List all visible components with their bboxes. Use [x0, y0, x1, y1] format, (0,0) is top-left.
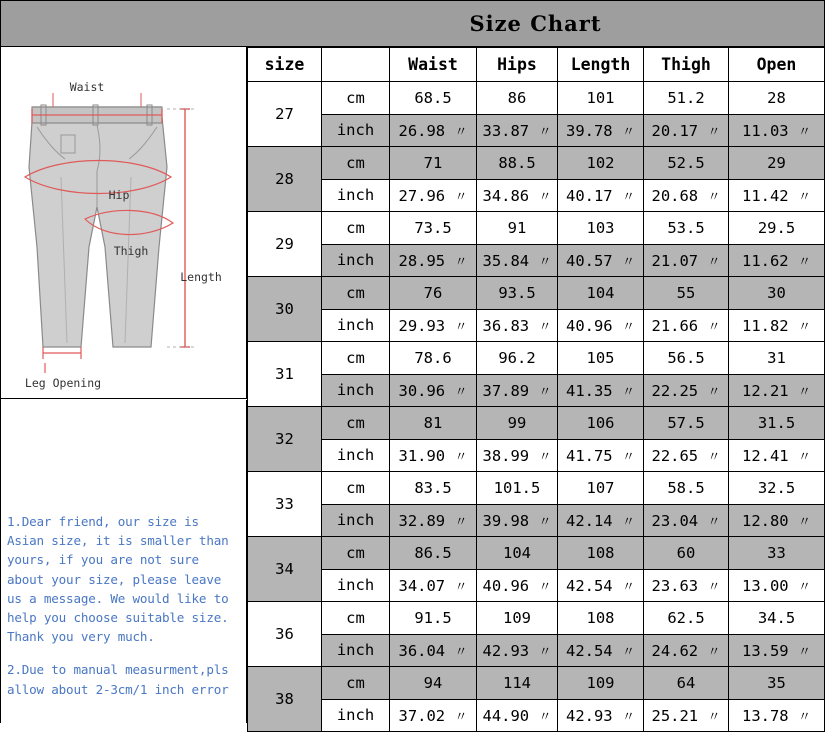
- inch-symbol: 〃: [538, 644, 552, 660]
- unit-cell-cm: cm: [322, 407, 390, 440]
- value-cell: 21.66 〃: [644, 309, 729, 342]
- value-cell: 32.5: [729, 472, 825, 505]
- label-leg-opening: Leg Opening: [24, 376, 102, 390]
- size-cell: 28: [248, 147, 322, 212]
- table-row: [248, 472, 825, 505]
- value-cell: 51.2: [644, 82, 729, 115]
- table-row: [248, 212, 825, 245]
- value-cell: 101.5: [477, 472, 558, 505]
- inch-symbol: 〃: [707, 449, 721, 465]
- header-length: Length: [558, 48, 644, 82]
- header-hips: Hips: [477, 48, 558, 82]
- value-cell: 33.87 〃: [477, 114, 558, 147]
- title-bar: [1, 1, 824, 47]
- value-cell: 52.5: [644, 147, 729, 180]
- inch-symbol: 〃: [454, 124, 468, 140]
- value-cell: 23.04 〃: [644, 504, 729, 537]
- value-cell: 42.93 〃: [477, 634, 558, 667]
- value-cell: 36.04 〃: [390, 634, 477, 667]
- left-column: [1, 47, 247, 723]
- inch-symbol: 〃: [621, 124, 635, 140]
- header-waist: Waist: [390, 48, 477, 82]
- value-cell: 11.42 〃: [729, 179, 825, 212]
- size-table-body: [248, 82, 825, 732]
- table-row: [248, 504, 825, 537]
- inch-symbol: 〃: [707, 319, 721, 335]
- value-cell: 42.14 〃: [558, 504, 644, 537]
- value-cell: 13.59 〃: [729, 634, 825, 667]
- value-cell: 25.21 〃: [644, 699, 729, 732]
- value-cell: 21.07 〃: [644, 244, 729, 277]
- size-cell: 38: [248, 667, 322, 732]
- size-cell: 34: [248, 537, 322, 602]
- table-row: [248, 439, 825, 472]
- value-cell: 107: [558, 472, 644, 505]
- value-cell: 29: [729, 147, 825, 180]
- table-row: [248, 602, 825, 635]
- inch-symbol: 〃: [454, 384, 468, 400]
- inch-symbol: 〃: [707, 709, 721, 725]
- unit-cell-cm: cm: [322, 147, 390, 180]
- inch-symbol: 〃: [707, 514, 721, 530]
- value-cell: 73.5: [390, 212, 477, 245]
- unit-cell-cm: cm: [322, 537, 390, 570]
- notes-text: [7, 512, 243, 699]
- value-cell: 38.99 〃: [477, 439, 558, 472]
- value-cell: 27.96 〃: [390, 179, 477, 212]
- value-cell: 40.17 〃: [558, 179, 644, 212]
- value-cell: 60: [644, 537, 729, 570]
- value-cell: 13.00 〃: [729, 569, 825, 602]
- inch-symbol: 〃: [797, 384, 811, 400]
- note-2: 2.Due to manual measurment,pls allow about 2-3cm/1 inch error: [7, 662, 229, 697]
- page-title: Size Chart: [469, 11, 602, 36]
- inch-symbol: 〃: [621, 189, 635, 205]
- label-thigh: Thigh: [113, 244, 149, 258]
- value-cell: 39.98 〃: [477, 504, 558, 537]
- size-cell: 27: [248, 82, 322, 147]
- value-cell: 37.89 〃: [477, 374, 558, 407]
- inch-symbol: 〃: [538, 319, 552, 335]
- value-cell: 22.65 〃: [644, 439, 729, 472]
- value-cell: 35: [729, 667, 825, 700]
- value-cell: 12.41 〃: [729, 439, 825, 472]
- inch-symbol: 〃: [621, 449, 635, 465]
- inch-symbol: 〃: [621, 709, 635, 725]
- inch-symbol: 〃: [797, 449, 811, 465]
- value-cell: 104: [558, 277, 644, 310]
- value-cell: 56.5: [644, 342, 729, 375]
- value-cell: 109: [558, 667, 644, 700]
- value-cell: 40.96 〃: [558, 309, 644, 342]
- label-waist: Waist: [69, 80, 105, 94]
- unit-cell-inch: inch: [322, 374, 390, 407]
- value-cell: 30.96 〃: [390, 374, 477, 407]
- inch-symbol: 〃: [797, 709, 811, 725]
- inch-symbol: 〃: [538, 514, 552, 530]
- pants-measurement-diagram: [1, 47, 247, 399]
- value-cell: 28.95 〃: [390, 244, 477, 277]
- table-header-row: [248, 48, 825, 82]
- unit-cell-cm: cm: [322, 277, 390, 310]
- value-cell: 99: [477, 407, 558, 440]
- value-cell: 35.84 〃: [477, 244, 558, 277]
- value-cell: 58.5: [644, 472, 729, 505]
- value-cell: 94: [390, 667, 477, 700]
- inch-symbol: 〃: [454, 254, 468, 270]
- value-cell: 30: [729, 277, 825, 310]
- value-cell: 42.54 〃: [558, 634, 644, 667]
- unit-cell-inch: inch: [322, 179, 390, 212]
- value-cell: 68.5: [390, 82, 477, 115]
- value-cell: 114: [477, 667, 558, 700]
- value-cell: 20.68 〃: [644, 179, 729, 212]
- unit-cell-cm: cm: [322, 82, 390, 115]
- value-cell: 96.2: [477, 342, 558, 375]
- inch-symbol: 〃: [621, 254, 635, 270]
- label-hip: Hip: [108, 188, 130, 202]
- value-cell: 34.07 〃: [390, 569, 477, 602]
- value-cell: 81: [390, 407, 477, 440]
- unit-cell-inch: inch: [322, 569, 390, 602]
- value-cell: 105: [558, 342, 644, 375]
- inch-symbol: 〃: [621, 644, 635, 660]
- value-cell: 42.93 〃: [558, 699, 644, 732]
- size-cell: 29: [248, 212, 322, 277]
- inch-symbol: 〃: [538, 449, 552, 465]
- value-cell: 76: [390, 277, 477, 310]
- table-row: [248, 244, 825, 277]
- value-cell: 78.6: [390, 342, 477, 375]
- value-cell: 109: [477, 602, 558, 635]
- value-cell: 20.17 〃: [644, 114, 729, 147]
- inch-symbol: 〃: [797, 124, 811, 140]
- inch-symbol: 〃: [454, 514, 468, 530]
- inch-symbol: 〃: [797, 514, 811, 530]
- value-cell: 22.25 〃: [644, 374, 729, 407]
- value-cell: 71: [390, 147, 477, 180]
- size-table: [247, 47, 825, 732]
- table-row: [248, 407, 825, 440]
- value-cell: 106: [558, 407, 644, 440]
- value-cell: 64: [644, 667, 729, 700]
- table-row: [248, 667, 825, 700]
- note-1: 1.Dear friend, our size is Asian size, it is smaller than yours, if you are not sure about your size, please leave us a message. We would like to help you choose suitable size. Thank you very much.: [7, 514, 229, 645]
- value-cell: 44.90 〃: [477, 699, 558, 732]
- value-cell: 40.96 〃: [477, 569, 558, 602]
- table-row: [248, 342, 825, 375]
- unit-cell-cm: cm: [322, 602, 390, 635]
- value-cell: 55: [644, 277, 729, 310]
- value-cell: 88.5: [477, 147, 558, 180]
- value-cell: 102: [558, 147, 644, 180]
- inch-symbol: 〃: [538, 254, 552, 270]
- table-row: [248, 537, 825, 570]
- value-cell: 83.5: [390, 472, 477, 505]
- table-row: [248, 309, 825, 342]
- value-cell: 12.21 〃: [729, 374, 825, 407]
- value-cell: 104: [477, 537, 558, 570]
- header-open: Open: [729, 48, 825, 82]
- inch-symbol: 〃: [454, 644, 468, 660]
- inch-symbol: 〃: [538, 189, 552, 205]
- unit-cell-inch: inch: [322, 504, 390, 537]
- unit-cell-cm: cm: [322, 342, 390, 375]
- inch-symbol: 〃: [538, 124, 552, 140]
- size-cell: 30: [248, 277, 322, 342]
- value-cell: 34.86 〃: [477, 179, 558, 212]
- table-row: [248, 114, 825, 147]
- inch-symbol: 〃: [707, 254, 721, 270]
- inch-symbol: 〃: [797, 319, 811, 335]
- value-cell: 13.78 〃: [729, 699, 825, 732]
- unit-cell-cm: cm: [322, 212, 390, 245]
- unit-cell-inch: inch: [322, 634, 390, 667]
- table-row: [248, 82, 825, 115]
- value-cell: 86: [477, 82, 558, 115]
- size-table-wrap: [247, 47, 824, 723]
- value-cell: 26.98 〃: [390, 114, 477, 147]
- table-row: [248, 374, 825, 407]
- value-cell: 23.63 〃: [644, 569, 729, 602]
- table-row: [248, 634, 825, 667]
- inch-symbol: 〃: [621, 384, 635, 400]
- table-row: [248, 179, 825, 212]
- value-cell: 36.83 〃: [477, 309, 558, 342]
- inch-symbol: 〃: [454, 709, 468, 725]
- inch-symbol: 〃: [707, 124, 721, 140]
- unit-cell-inch: inch: [322, 439, 390, 472]
- header-thigh: Thigh: [644, 48, 729, 82]
- header-unit: [322, 48, 390, 82]
- inch-symbol: 〃: [797, 579, 811, 595]
- value-cell: 57.5: [644, 407, 729, 440]
- size-cell: 36: [248, 602, 322, 667]
- value-cell: 11.82 〃: [729, 309, 825, 342]
- inch-symbol: 〃: [454, 579, 468, 595]
- inch-symbol: 〃: [707, 384, 721, 400]
- inch-symbol: 〃: [797, 189, 811, 205]
- inch-symbol: 〃: [538, 579, 552, 595]
- value-cell: 31.5: [729, 407, 825, 440]
- value-cell: 29.93 〃: [390, 309, 477, 342]
- value-cell: 28: [729, 82, 825, 115]
- value-cell: 31: [729, 342, 825, 375]
- value-cell: 93.5: [477, 277, 558, 310]
- inch-symbol: 〃: [707, 189, 721, 205]
- table-row: [248, 277, 825, 310]
- value-cell: 41.75 〃: [558, 439, 644, 472]
- header-size: size: [248, 48, 322, 82]
- inch-symbol: 〃: [621, 579, 635, 595]
- unit-cell-cm: cm: [322, 472, 390, 505]
- value-cell: 101: [558, 82, 644, 115]
- unit-cell-inch: inch: [322, 699, 390, 732]
- value-cell: 53.5: [644, 212, 729, 245]
- table-row: [248, 147, 825, 180]
- pants-diagram-svg: [1, 47, 247, 399]
- inch-symbol: 〃: [454, 319, 468, 335]
- inch-symbol: 〃: [621, 514, 635, 530]
- inch-symbol: 〃: [454, 189, 468, 205]
- value-cell: 41.35 〃: [558, 374, 644, 407]
- value-cell: 32.89 〃: [390, 504, 477, 537]
- value-cell: 11.03 〃: [729, 114, 825, 147]
- inch-symbol: 〃: [707, 579, 721, 595]
- value-cell: 108: [558, 537, 644, 570]
- value-cell: 24.62 〃: [644, 634, 729, 667]
- unit-cell-cm: cm: [322, 667, 390, 700]
- inch-symbol: 〃: [797, 254, 811, 270]
- value-cell: 103: [558, 212, 644, 245]
- unit-cell-inch: inch: [322, 309, 390, 342]
- value-cell: 12.80 〃: [729, 504, 825, 537]
- unit-cell-inch: inch: [322, 114, 390, 147]
- value-cell: 86.5: [390, 537, 477, 570]
- value-cell: 39.78 〃: [558, 114, 644, 147]
- value-cell: 33: [729, 537, 825, 570]
- value-cell: 11.62 〃: [729, 244, 825, 277]
- value-cell: 40.57 〃: [558, 244, 644, 277]
- table-row: [248, 569, 825, 602]
- label-length: Length: [180, 270, 222, 284]
- value-cell: 29.5: [729, 212, 825, 245]
- unit-cell-inch: inch: [322, 244, 390, 277]
- inch-symbol: 〃: [538, 384, 552, 400]
- value-cell: 42.54 〃: [558, 569, 644, 602]
- inch-symbol: 〃: [538, 709, 552, 725]
- value-cell: 91.5: [390, 602, 477, 635]
- size-cell: 32: [248, 407, 322, 472]
- inch-symbol: 〃: [797, 644, 811, 660]
- notes-box: [1, 400, 247, 723]
- value-cell: 34.5: [729, 602, 825, 635]
- size-cell: 31: [248, 342, 322, 407]
- inch-symbol: 〃: [454, 449, 468, 465]
- value-cell: 108: [558, 602, 644, 635]
- value-cell: 31.90 〃: [390, 439, 477, 472]
- inch-symbol: 〃: [621, 319, 635, 335]
- value-cell: 37.02 〃: [390, 699, 477, 732]
- value-cell: 62.5: [644, 602, 729, 635]
- size-cell: 33: [248, 472, 322, 537]
- table-row: [248, 699, 825, 732]
- value-cell: 91: [477, 212, 558, 245]
- inch-symbol: 〃: [707, 644, 721, 660]
